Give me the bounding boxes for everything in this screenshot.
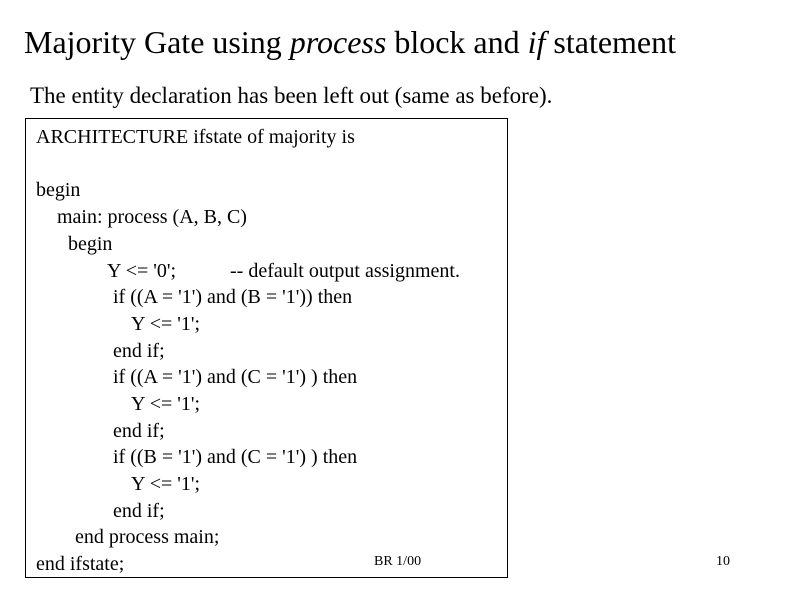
code-line: begin	[36, 179, 81, 201]
code-line: if ((A = '1') and (C = '1') ) then	[113, 366, 358, 388]
code-line: if ((A = '1') and (B = '1')) then	[113, 286, 353, 308]
slide-title-part: statement	[545, 24, 677, 60]
code-line: end process main;	[75, 526, 220, 548]
code-line: end if;	[113, 420, 165, 442]
slide-subtitle: The entity declaration has been left out (same as before).	[30, 83, 553, 108]
page-number: 10	[716, 554, 730, 569]
slide-title-emphasis: if	[527, 24, 546, 60]
code-line: main: process (A, B, C)	[57, 206, 247, 228]
code-line: end ifstate;	[36, 553, 125, 575]
code-comment: -- default output assignment.	[230, 260, 460, 282]
slide-title-part: Majority Gate using	[24, 24, 290, 60]
code-line: Y <= '0';	[107, 260, 177, 282]
code-line: Y <= '1';	[131, 393, 201, 415]
code-line: begin	[68, 233, 113, 255]
code-line: end if;	[113, 500, 165, 522]
code-line: Y <= '1';	[131, 473, 201, 495]
slide-title-emphasis: process	[289, 24, 387, 60]
slide-title-part: block and	[386, 24, 528, 60]
code-line: Y <= '1';	[131, 313, 201, 335]
code-box	[25, 118, 508, 578]
footer-id: BR 1/00	[374, 554, 422, 569]
code-line: end if;	[113, 340, 165, 362]
slide-title	[24, 22, 676, 62]
code-line: ARCHITECTURE ifstate of majority is	[36, 126, 355, 148]
code-line: if ((B = '1') and (C = '1') ) then	[113, 446, 358, 468]
